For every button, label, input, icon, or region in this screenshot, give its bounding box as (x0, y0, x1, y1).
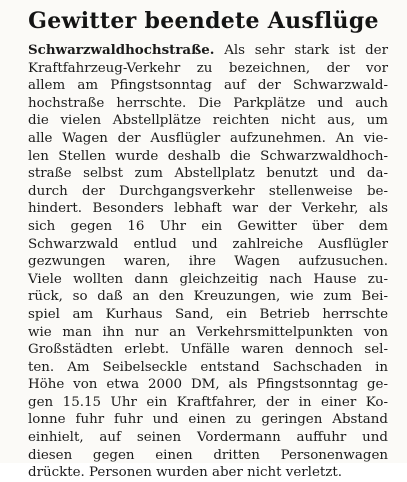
headline: Gewitter beendete Ausflüge (28, 8, 379, 34)
article-line: spiel am Kurhaus Sand, ein Betrieb herrschte (28, 306, 388, 322)
article-line: drückte. Personen wurden aber nicht verletzt. (28, 465, 342, 481)
article-line: ten. Am Seibelseckle entstand Sachschaden in (28, 359, 388, 375)
article-line: diesen gegen einen dritten Personenwagen (28, 447, 388, 463)
article-line (28, 42, 388, 60)
article-line: sich gegen 16 Uhr ein Gewitter über dem (28, 218, 388, 234)
article-line-text: Als sehr stark ist der (214, 43, 388, 58)
article-line: Schwarzwald entlud und zahlreiche Ausflügler (28, 236, 388, 252)
article-line: rück, so daß an den Kreuzungen, wie zum Bei- (28, 289, 388, 305)
article-line: Kraftfahrzeug-Verkehr zu bezeichnen, der vor (28, 60, 388, 76)
article-line: durch der Durchgangsverkehr stellenweise be- (28, 183, 388, 199)
article-line: die vielen Abstellplätze reichten nicht aus, um (28, 113, 388, 129)
article-line: alle Wagen der Ausflügler aufzunehmen. An vie- (28, 130, 388, 146)
article-line: straße selbst zum Abstellplatz benutzt und da- (28, 166, 388, 182)
article-line: einhielt, auf seinen Vordermann auffuhr und (28, 430, 388, 446)
article-line: len Stellen wurde deshalb die Schwarzwaldhoch- (28, 148, 388, 164)
article-line: Großstädten erlebt. Unfälle waren dennoch sel- (28, 342, 388, 358)
article-line: gezwungen waren, ihre Wagen aufzusuchen. (28, 254, 388, 270)
article-line: wie man ihn nur an Verkehrsmittelpunkten von (28, 324, 388, 340)
dateline: Schwarzwaldhochstraße. (28, 42, 215, 58)
article-line: hindert. Besonders lebhaft war der Verkehr, als (28, 201, 388, 217)
article-line: Höhe von etwa 2000 DM, als Pfingstsonntag ge- (28, 377, 388, 393)
article-body (28, 42, 388, 482)
article-line: gen 15.15 Uhr ein Kraftfahrer, der in einer Ko- (28, 394, 388, 410)
article-line: lonne fuhr fuhr und einen zu geringen Abstand (28, 412, 388, 428)
article-line: hochstraße herrschte. Die Parkplätze und auch (28, 95, 388, 111)
article-line: Viele wollten dann gleichzeitig nach Hause zu- (28, 271, 388, 287)
article-line: allem am Pfingstsonntag auf der Schwarzwald- (28, 78, 388, 94)
